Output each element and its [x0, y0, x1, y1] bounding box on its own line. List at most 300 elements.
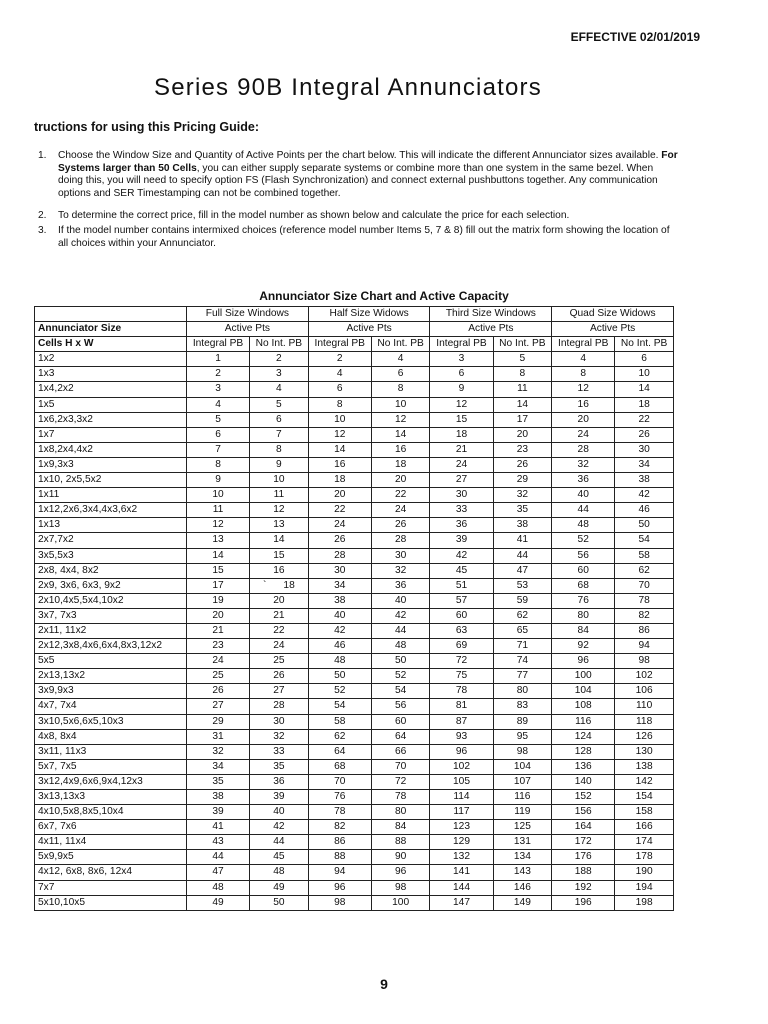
value-cell: ` 18	[250, 578, 309, 593]
size-cell: 1x2	[35, 352, 187, 367]
value-cell: 63	[430, 623, 493, 638]
value-cell: 129	[430, 835, 493, 850]
value-cell: 43	[187, 835, 250, 850]
value-cell: 50	[250, 895, 309, 910]
sub-header-no-int: No Int. PB	[250, 337, 309, 352]
value-cell: 62	[493, 608, 552, 623]
value-cell: 52	[371, 669, 430, 684]
value-cell: 116	[493, 790, 552, 805]
value-cell: 82	[308, 820, 371, 835]
value-cell: 30	[430, 488, 493, 503]
size-cell: 3x11, 11x3	[35, 744, 187, 759]
value-cell: 32	[371, 563, 430, 578]
value-cell: 154	[615, 790, 674, 805]
sub-header-integral: Integral PB	[187, 337, 250, 352]
value-cell: 116	[552, 714, 615, 729]
size-cell: 1x4,2x2	[35, 382, 187, 397]
value-cell: 72	[430, 654, 493, 669]
value-cell: 46	[615, 503, 674, 518]
table-row	[35, 639, 674, 654]
table-row	[35, 412, 674, 427]
size-cell: 2x9, 3x6, 6x3, 9x2	[35, 578, 187, 593]
value-cell: 38	[187, 790, 250, 805]
value-cell: 140	[552, 774, 615, 789]
instruction-item	[38, 210, 678, 223]
effective-date: EFFECTIVE 02/01/2019	[570, 30, 700, 44]
value-cell: 18	[371, 457, 430, 472]
value-cell: 24	[552, 427, 615, 442]
size-cell: 5x7, 7x5	[35, 759, 187, 774]
value-cell: 66	[371, 744, 430, 759]
active-pts-label: Active Pts	[552, 322, 674, 337]
size-cell: 3x9,9x3	[35, 684, 187, 699]
value-cell: 80	[552, 608, 615, 623]
value-cell: 119	[493, 805, 552, 820]
value-cell: 30	[308, 563, 371, 578]
value-cell: 65	[493, 623, 552, 638]
value-cell: 96	[430, 744, 493, 759]
value-cell: 9	[187, 473, 250, 488]
value-cell: 39	[430, 533, 493, 548]
table-row	[35, 714, 674, 729]
value-cell: 20	[493, 427, 552, 442]
value-cell: 51	[430, 578, 493, 593]
value-cell: 35	[493, 503, 552, 518]
value-cell: 134	[493, 850, 552, 865]
value-cell: 76	[552, 593, 615, 608]
table-row	[35, 503, 674, 518]
table-row	[35, 729, 674, 744]
value-cell: 70	[308, 774, 371, 789]
table-row	[35, 593, 674, 608]
size-cell: 5x5	[35, 654, 187, 669]
value-cell: 36	[430, 518, 493, 533]
value-cell: 156	[552, 805, 615, 820]
table-row	[35, 548, 674, 563]
value-cell: 11	[493, 382, 552, 397]
value-cell: 86	[308, 835, 371, 850]
value-cell: 49	[187, 895, 250, 910]
instructions-list	[38, 150, 678, 260]
value-cell: 44	[187, 850, 250, 865]
value-cell: 54	[308, 699, 371, 714]
value-cell: 3	[250, 367, 309, 382]
size-cell: 6x7, 7x6	[35, 820, 187, 835]
value-cell: 166	[615, 820, 674, 835]
value-cell: 19	[187, 593, 250, 608]
value-cell: 82	[615, 608, 674, 623]
value-cell: 4	[552, 352, 615, 367]
value-cell: 12	[250, 503, 309, 518]
value-cell: 16	[552, 397, 615, 412]
table-row	[35, 367, 674, 382]
value-cell: 5	[187, 412, 250, 427]
value-cell: 40	[371, 593, 430, 608]
value-cell: 15	[430, 412, 493, 427]
value-cell: 36	[371, 578, 430, 593]
value-cell: 105	[430, 774, 493, 789]
value-cell: 26	[371, 518, 430, 533]
value-cell: 68	[308, 759, 371, 774]
size-cell: 1x6,2x3,3x2	[35, 412, 187, 427]
value-cell: 100	[552, 669, 615, 684]
table-row	[35, 895, 674, 910]
value-cell: 92	[552, 639, 615, 654]
value-cell: 39	[250, 790, 309, 805]
instructions-heading: tructions for using this Pricing Guide:	[34, 120, 260, 134]
table-row	[35, 608, 674, 623]
value-cell: 32	[493, 488, 552, 503]
value-cell: 30	[250, 714, 309, 729]
size-cell: 3x13,13x3	[35, 790, 187, 805]
value-cell: 93	[430, 729, 493, 744]
value-cell: 22	[371, 488, 430, 503]
value-cell: 64	[371, 729, 430, 744]
value-cell: 18	[430, 427, 493, 442]
value-cell: 53	[493, 578, 552, 593]
value-cell: 194	[615, 880, 674, 895]
value-cell: 20	[308, 488, 371, 503]
size-cell: 1x9,3x3	[35, 457, 187, 472]
instruction-text: If the model number contains intermixed choices (reference model number Items 5, 7 & 8) fill out the matrix form showing the location of all choices within your Annunciator.	[58, 224, 670, 249]
value-cell: 28	[552, 442, 615, 457]
value-cell: 50	[615, 518, 674, 533]
value-cell: 5	[250, 397, 309, 412]
value-cell: 124	[552, 729, 615, 744]
value-cell: 26	[187, 684, 250, 699]
active-pts-label: Active Pts	[308, 322, 430, 337]
value-cell: 77	[493, 669, 552, 684]
value-cell: 83	[493, 699, 552, 714]
value-cell: 149	[493, 895, 552, 910]
value-cell: 8	[552, 367, 615, 382]
value-cell: 98	[615, 654, 674, 669]
value-cell: 84	[552, 623, 615, 638]
value-cell: 8	[493, 367, 552, 382]
value-cell: 24	[308, 518, 371, 533]
value-cell: 41	[187, 820, 250, 835]
value-cell: 21	[187, 623, 250, 638]
value-cell: 143	[493, 865, 552, 880]
value-cell: 8	[250, 442, 309, 457]
value-cell: 74	[493, 654, 552, 669]
value-cell: 106	[615, 684, 674, 699]
value-cell: 172	[552, 835, 615, 850]
value-cell: 21	[250, 608, 309, 623]
value-cell: 142	[615, 774, 674, 789]
value-cell: 34	[615, 457, 674, 472]
instruction-number: 3.	[38, 224, 47, 236]
size-cell: 1x7	[35, 427, 187, 442]
value-cell: 4	[308, 367, 371, 382]
instruction-text	[58, 150, 678, 200]
value-cell: 22	[250, 623, 309, 638]
size-cell: 2x8, 4x4, 8x2	[35, 563, 187, 578]
value-cell: 16	[250, 563, 309, 578]
value-cell: 146	[493, 880, 552, 895]
value-cell: 32	[187, 744, 250, 759]
value-cell: 26	[493, 457, 552, 472]
value-cell: 88	[308, 850, 371, 865]
value-cell: 4	[371, 352, 430, 367]
value-cell: 44	[552, 503, 615, 518]
value-cell: 100	[371, 895, 430, 910]
value-cell: 2	[187, 367, 250, 382]
value-cell: 10	[250, 473, 309, 488]
value-cell: 59	[493, 593, 552, 608]
instruction-text: To determine the correct price, fill in the model number as shown below and calculate the price for each selection.	[58, 210, 570, 222]
value-cell: 48	[187, 880, 250, 895]
value-cell: 27	[187, 699, 250, 714]
value-cell: 24	[250, 639, 309, 654]
table-row	[35, 850, 674, 865]
instruction-text-post: , you can either supply separate systems or combine more than one system in the same bezel. When doing this, you will need to specify option FS (Flash Synchronization) and connect external pushbuttons together. Any communication options and SER Timestamping can not be combined together.	[58, 162, 658, 199]
table-row	[35, 427, 674, 442]
value-cell: 14	[308, 442, 371, 457]
value-cell: 198	[615, 895, 674, 910]
value-cell: 52	[308, 684, 371, 699]
table-row	[35, 790, 674, 805]
size-cell: 5x9,9x5	[35, 850, 187, 865]
value-cell: 23	[493, 442, 552, 457]
value-cell: 60	[371, 714, 430, 729]
value-cell: 9	[250, 457, 309, 472]
value-cell: 35	[187, 774, 250, 789]
value-cell: 10	[371, 397, 430, 412]
value-cell: 11	[187, 503, 250, 518]
value-cell: 33	[250, 744, 309, 759]
size-cell: 2x12,3x8,4x6,6x4,8x3,12x2	[35, 639, 187, 654]
value-cell: 62	[308, 729, 371, 744]
value-cell: 8	[187, 457, 250, 472]
value-cell: 47	[187, 865, 250, 880]
value-cell: 17	[187, 578, 250, 593]
value-cell: 10	[187, 488, 250, 503]
value-cell: 42	[250, 820, 309, 835]
value-cell: 54	[615, 533, 674, 548]
value-cell: 8	[371, 382, 430, 397]
value-cell: 144	[430, 880, 493, 895]
value-cell: 188	[552, 865, 615, 880]
value-cell: 40	[308, 608, 371, 623]
size-cell: 2x10,4x5,5x4,10x2	[35, 593, 187, 608]
table-row	[35, 835, 674, 850]
table-row	[35, 578, 674, 593]
value-cell: 14	[371, 427, 430, 442]
value-cell: 164	[552, 820, 615, 835]
instruction-item	[38, 150, 678, 200]
value-cell: 78	[308, 805, 371, 820]
sub-header-integral: Integral PB	[308, 337, 371, 352]
value-cell: 18	[308, 473, 371, 488]
table-row	[35, 442, 674, 457]
value-cell: 126	[615, 729, 674, 744]
value-cell: 89	[493, 714, 552, 729]
value-cell: 36	[250, 774, 309, 789]
instruction-number: 1.	[38, 150, 47, 161]
value-cell: 2	[250, 352, 309, 367]
value-cell: 16	[371, 442, 430, 457]
table-row	[35, 669, 674, 684]
table-row	[35, 654, 674, 669]
instruction-text-pre: Choose the Window Size and Quantity of Active Points per the chart below. This will indicate the different Annunciator sizes available.	[58, 150, 662, 161]
value-cell: 12	[187, 518, 250, 533]
sub-header-integral: Integral PB	[552, 337, 615, 352]
value-cell: 158	[615, 805, 674, 820]
group-header-quad: Quad Size Widows	[552, 307, 674, 322]
value-cell: 13	[250, 518, 309, 533]
value-cell: 24	[187, 654, 250, 669]
value-cell: 12	[430, 397, 493, 412]
size-cell: 3x12,4x9,6x6,9x4,12x3	[35, 774, 187, 789]
value-cell: 58	[615, 548, 674, 563]
value-cell: 84	[371, 820, 430, 835]
value-cell: 50	[371, 654, 430, 669]
value-cell: 14	[615, 382, 674, 397]
value-cell: 28	[308, 548, 371, 563]
value-cell: 98	[493, 744, 552, 759]
value-cell: 42	[430, 548, 493, 563]
value-cell: 2	[308, 352, 371, 367]
instruction-item	[38, 225, 678, 250]
value-cell: 107	[493, 774, 552, 789]
table-row	[35, 805, 674, 820]
group-header-row	[35, 307, 674, 322]
value-cell: 98	[308, 895, 371, 910]
value-cell: 88	[371, 835, 430, 850]
value-cell: 24	[371, 503, 430, 518]
value-cell: 39	[187, 805, 250, 820]
value-cell: 26	[308, 533, 371, 548]
value-cell: 44	[250, 835, 309, 850]
value-cell: 14	[493, 397, 552, 412]
table-row	[35, 820, 674, 835]
value-cell: 45	[250, 850, 309, 865]
value-cell: 8	[308, 397, 371, 412]
value-cell: 52	[552, 533, 615, 548]
value-cell: 44	[371, 623, 430, 638]
table-row	[35, 382, 674, 397]
value-cell: 29	[187, 714, 250, 729]
value-cell: 10	[308, 412, 371, 427]
cells-label: Cells H x W	[35, 337, 187, 352]
value-cell: 72	[371, 774, 430, 789]
value-cell: 196	[552, 895, 615, 910]
value-cell: 56	[552, 548, 615, 563]
value-cell: 42	[615, 488, 674, 503]
size-cell: 7x7	[35, 880, 187, 895]
value-cell: 132	[430, 850, 493, 865]
table-row	[35, 880, 674, 895]
table-row	[35, 473, 674, 488]
value-cell: 78	[371, 790, 430, 805]
sub-header-no-int: No Int. PB	[493, 337, 552, 352]
value-cell: 40	[250, 805, 309, 820]
value-cell: 14	[250, 533, 309, 548]
value-cell: 6	[308, 382, 371, 397]
value-cell: 18	[615, 397, 674, 412]
value-cell: 71	[493, 639, 552, 654]
value-cell: 6	[187, 427, 250, 442]
value-cell: 96	[552, 654, 615, 669]
value-cell: 94	[615, 639, 674, 654]
value-cell: 104	[493, 759, 552, 774]
size-cell: 1x5	[35, 397, 187, 412]
value-cell: 78	[615, 593, 674, 608]
table-row	[35, 744, 674, 759]
value-cell: 11	[250, 488, 309, 503]
value-cell: 90	[371, 850, 430, 865]
value-cell: 38	[493, 518, 552, 533]
value-cell: 48	[552, 518, 615, 533]
group-header-third: Third Size Windows	[430, 307, 552, 322]
value-cell: 147	[430, 895, 493, 910]
value-cell: 36	[552, 473, 615, 488]
value-cell: 25	[250, 654, 309, 669]
value-cell: 104	[552, 684, 615, 699]
size-cell: 4x8, 8x4	[35, 729, 187, 744]
value-cell: 44	[493, 548, 552, 563]
value-cell: 141	[430, 865, 493, 880]
size-cell: 1x12,2x6,3x4,4x3,6x2	[35, 503, 187, 518]
value-cell: 102	[430, 759, 493, 774]
size-cell: 1x13	[35, 518, 187, 533]
sub-header-no-int: No Int. PB	[371, 337, 430, 352]
value-cell: 41	[493, 533, 552, 548]
value-cell: 81	[430, 699, 493, 714]
value-cell: 86	[615, 623, 674, 638]
table-row	[35, 865, 674, 880]
table-row	[35, 699, 674, 714]
value-cell: 110	[615, 699, 674, 714]
value-cell: 178	[615, 850, 674, 865]
value-cell: 95	[493, 729, 552, 744]
value-cell: 123	[430, 820, 493, 835]
value-cell: 7	[187, 442, 250, 457]
table-row	[35, 759, 674, 774]
value-cell: 48	[308, 654, 371, 669]
value-cell: 22	[308, 503, 371, 518]
size-cell: 4x11, 11x4	[35, 835, 187, 850]
value-cell: 114	[430, 790, 493, 805]
value-cell: 7	[250, 427, 309, 442]
value-cell: 23	[187, 639, 250, 654]
value-cell: 64	[308, 744, 371, 759]
value-cell: 31	[187, 729, 250, 744]
value-cell: 27	[430, 473, 493, 488]
active-pts-label: Active Pts	[187, 322, 309, 337]
table-row	[35, 488, 674, 503]
value-cell: 96	[308, 880, 371, 895]
size-cell: 1x8,2x4,4x2	[35, 442, 187, 457]
value-cell: 38	[308, 593, 371, 608]
value-cell: 118	[615, 714, 674, 729]
value-cell: 17	[493, 412, 552, 427]
value-cell: 176	[552, 850, 615, 865]
size-cell: 4x7, 7x4	[35, 699, 187, 714]
value-cell: 131	[493, 835, 552, 850]
value-cell: 80	[371, 805, 430, 820]
table-row	[35, 518, 674, 533]
value-cell: 15	[250, 548, 309, 563]
value-cell: 29	[493, 473, 552, 488]
sub-header-integral: Integral PB	[430, 337, 493, 352]
value-cell: 98	[371, 880, 430, 895]
value-cell: 80	[493, 684, 552, 699]
page-title: Series 90B Integral Annunciators	[154, 74, 542, 101]
value-cell: 3	[430, 352, 493, 367]
size-cell: 4x12, 6x8, 8x6, 12x4	[35, 865, 187, 880]
